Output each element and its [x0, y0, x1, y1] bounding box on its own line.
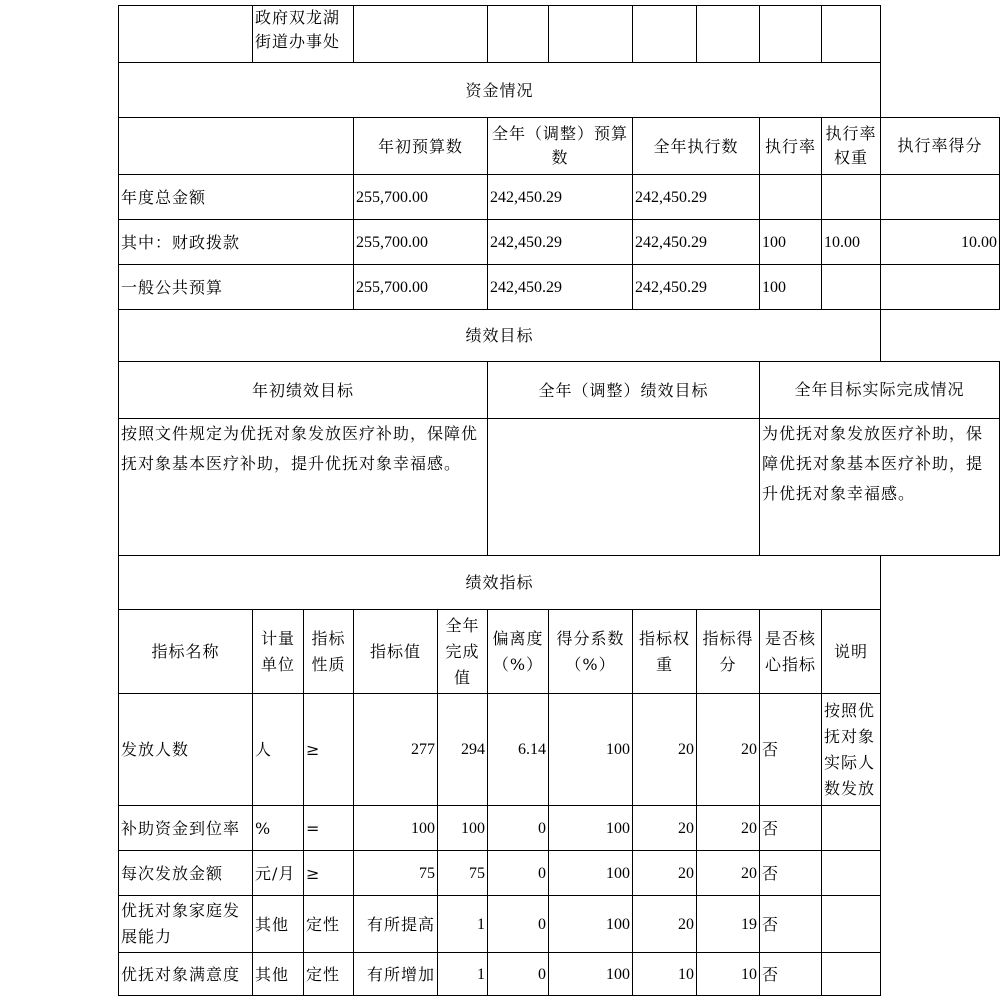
header-initial-goal: 年初绩效目标 [119, 362, 488, 419]
header-rate-weight: 执行率权重 [822, 118, 881, 175]
adjusted-goal-text [488, 419, 760, 556]
performance-table [118, 5, 1000, 996]
actual-goal-text: 为优抚对象发放医疗补助，保障优抚对象基本医疗补助，提升优抚对象幸福感。 [760, 419, 1000, 556]
goals-section-title: 绩效目标 [119, 310, 881, 362]
indicator-row: 发放人数 人 ≥ 277 294 6.14 100 20 20 否 按照优抚对象实际人数发放 [119, 694, 1000, 806]
header-adjusted-budget: 全年（调整）预算数 [488, 118, 633, 175]
header-weight: 指标权重 [633, 610, 697, 694]
indicators-section-title: 绩效指标 [119, 556, 881, 610]
indicator-row: 优抚对象家庭发展能力 其他 定性 有所提高 1 0 100 20 19 否 [119, 896, 1000, 953]
unit-name: 政府双龙湖街道办事处 [253, 6, 354, 63]
header-actual-goal: 全年目标实际完成情况 [760, 362, 1000, 419]
funds-row: 年度总金额 255,700.00 242,450.29 242,450.29 [119, 175, 1000, 220]
header-unit: 计量单位 [253, 610, 304, 694]
header-core: 是否核心指标 [760, 610, 822, 694]
goals-content-row [119, 419, 1000, 556]
header-actual: 全年完成值 [438, 610, 488, 694]
header-rate-score: 执行率得分 [881, 118, 1000, 175]
header-score: 指标得分 [697, 610, 760, 694]
funds-row: 其中：财政拨款 255,700.00 242,450.29 242,450.29 100 10.00 10.00 [119, 220, 1000, 265]
header-adjusted-goal: 全年（调整）绩效目标 [488, 362, 760, 419]
header-deviation: 偏离度（%） [488, 610, 549, 694]
indicator-row: 优抚对象满意度 其他 定性 有所增加 1 0 100 10 10 否 [119, 953, 1000, 996]
header-initial-budget: 年初预算数 [354, 118, 488, 175]
header-rate: 执行率 [760, 118, 822, 175]
funds-section-title: 资金情况 [119, 63, 881, 118]
initial-goal-text: 按照文件规定为优抚对象发放医疗补助，保障优抚对象基本医疗补助，提升优抚对象幸福感。 [119, 419, 488, 556]
funds-header-row [119, 118, 1000, 175]
indicator-row: 每次发放金额 元/月 ≥ 75 75 0 100 20 20 否 [119, 851, 1000, 896]
funds-row: 一般公共预算 255,700.00 242,450.29 242,450.29 100 [119, 265, 1000, 310]
header-value: 指标值 [354, 610, 438, 694]
header-note: 说明 [822, 610, 881, 694]
header-executed: 全年执行数 [633, 118, 760, 175]
header-nature: 指标性质 [304, 610, 354, 694]
unit-row [119, 6, 1000, 63]
goals-header-row [119, 362, 1000, 419]
header-indicator-name: 指标名称 [119, 610, 253, 694]
indicator-row: 补助资金到位率 % = 100 100 0 100 20 20 否 [119, 806, 1000, 851]
indicators-header-row [119, 610, 1000, 694]
header-coef: 得分系数（%） [549, 610, 633, 694]
